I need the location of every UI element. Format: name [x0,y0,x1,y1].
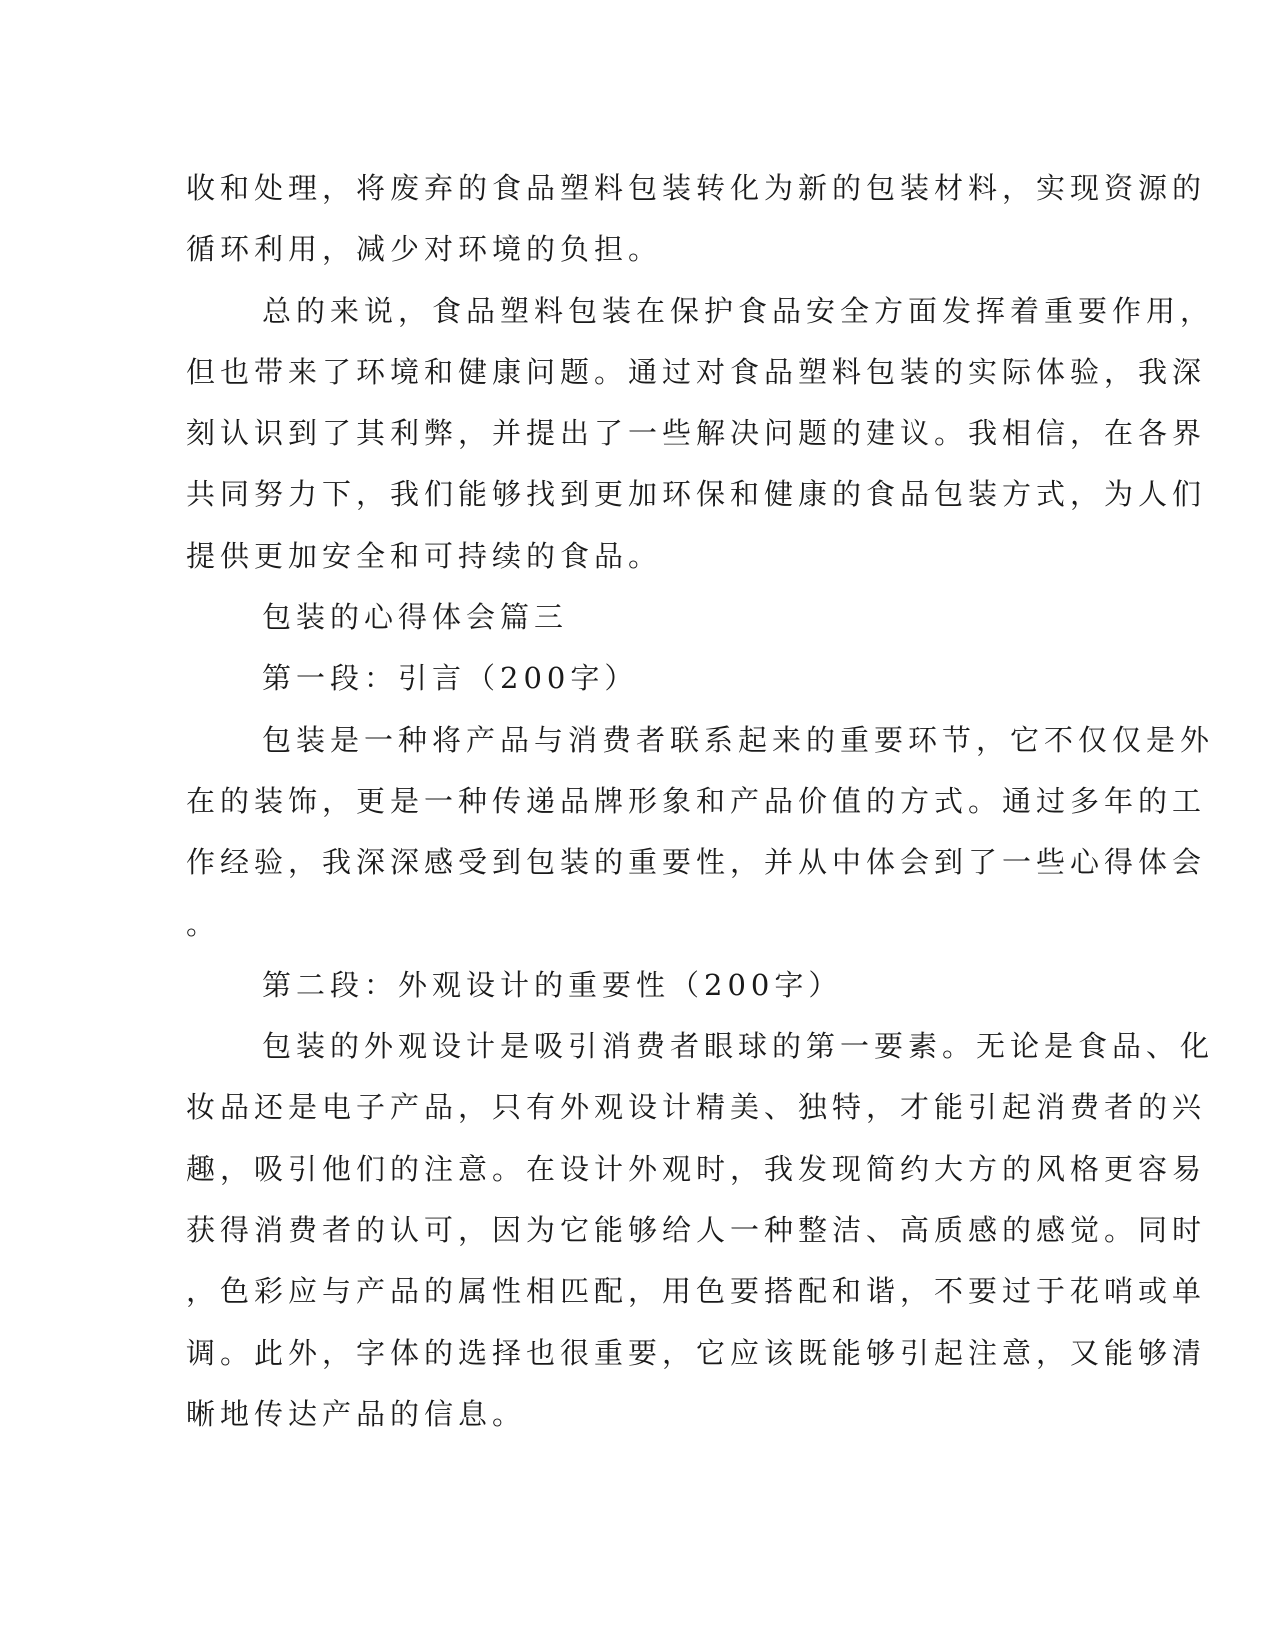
paragraph-line: ，色彩应与产品的属性相匹配，用色要搭配和谐，不要过于花哨或单 [186,1274,1207,1309]
paragraph-line: 调。此外，字体的选择也很重要，它应该既能够引起注意，又能够清 [186,1335,1207,1370]
paragraph-line: 包装的外观设计是吸引消费者眼球的第一要素。无论是食品、化 [262,1029,1215,1064]
paragraph-line: 刻认识到了其利弊，并提出了一些解决问题的建议。我相信，在各界 [186,416,1207,451]
paragraph-line: 趣，吸引他们的注意。在设计外观时，我发现简约大方的风格更容易 [186,1151,1207,1186]
paragraph-line: 获得消费者的认可，因为它能够给人一种整洁、高质感的感觉。同时 [186,1213,1207,1248]
paragraph-line: 包装是一种将产品与消费者联系起来的重要环节，它不仅仅是外 [262,722,1215,757]
paragraph-line: 妆品还是电子产品，只有外观设计精美、独特，才能引起消费者的兴 [186,1090,1207,1125]
paragraph-line: 晰地传达产品的信息。 [186,1396,527,1431]
paragraph-line: 作经验，我深深感受到包装的重要性，并从中体会到了一些心得体会 [186,845,1207,880]
paragraph-line: 收和处理，将废弃的食品塑料包装转化为新的包装材料，实现资源的 [186,171,1207,205]
paragraph-line: 。 [186,906,221,941]
paragraph-line: 共同努力下，我们能够找到更加环保和健康的食品包装方式，为人们 [186,477,1207,512]
subsection-heading: 第一段：引言（200字） [262,661,639,696]
section-heading: 包装的心得体会篇三 [262,600,569,635]
paragraph-line: 但也带来了环境和健康问题。通过对食品塑料包装的实际体验，我深 [186,354,1207,389]
paragraph-line: 提供更加安全和可持续的食品。 [186,538,663,573]
paragraph-line: 总的来说，食品塑料包装在保护食品安全方面发挥着重要作用， [262,293,1215,328]
document-body [186,158,1215,1445]
subsection-heading: 第二段：外观设计的重要性（200字） [262,967,843,1002]
paragraph-line: 在的装饰，更是一种传递品牌形象和产品价值的方式。通过多年的工 [186,783,1207,818]
paragraph-line: 循环利用，减少对环境的负担。 [186,232,663,267]
